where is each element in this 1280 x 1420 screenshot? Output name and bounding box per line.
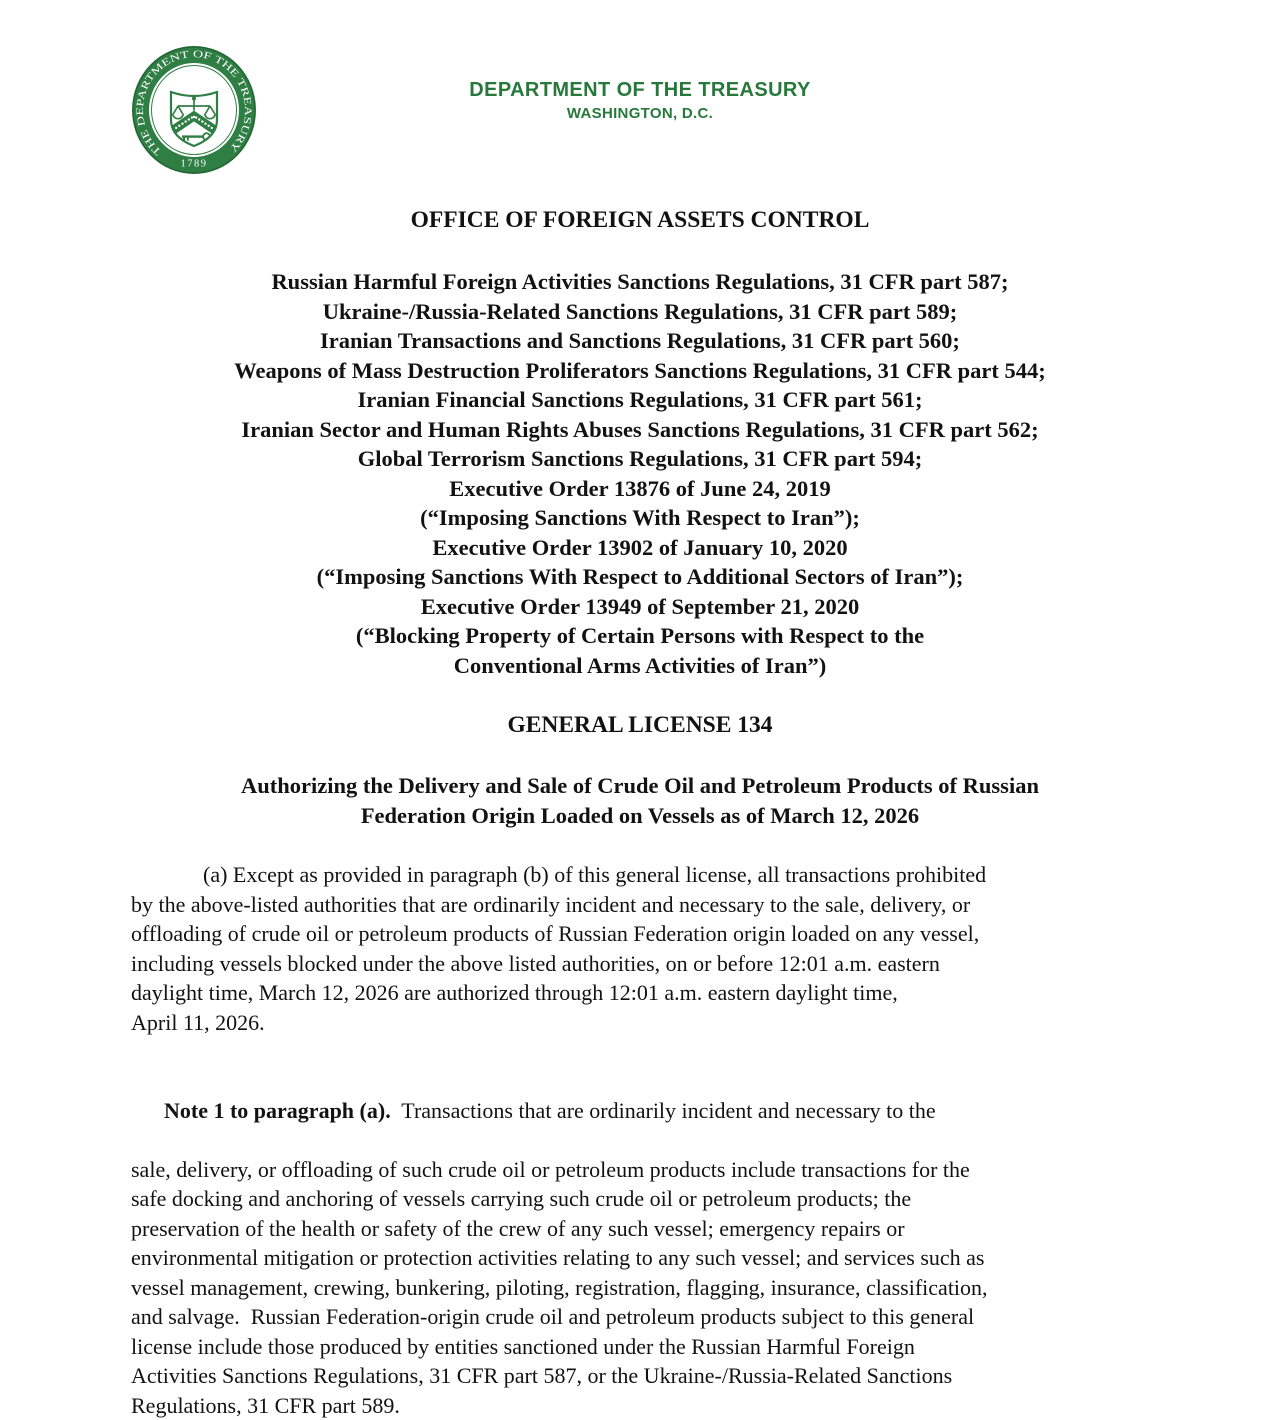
body-line: license include those produced by entities sanctioned under the Russian Harmful Foreign: [131, 1332, 1153, 1362]
agency-name: DEPARTMENT OF THE TREASURY: [0, 78, 1280, 102]
note-1-paragraph: [131, 1066, 1153, 1420]
note-lead: Note 1 to paragraph (a).: [164, 1098, 391, 1123]
note-lead-rest: Transactions that are ordinarily incident and necessary to the: [391, 1098, 936, 1123]
authority-line: Executive Order 13902 of January 10, 2020: [0, 533, 1280, 563]
body-line: Regulations, 31 CFR part 589.: [131, 1391, 1153, 1420]
authority-line: (“Imposing Sanctions With Respect to Iran”);: [0, 503, 1280, 533]
authority-line: Ukraine-/Russia-Related Sanctions Regulations, 31 CFR part 589;: [0, 297, 1280, 327]
body-line: sale, delivery, or offloading of such crude oil or petroleum products include transactions for the: [131, 1155, 1153, 1185]
body-line: April 11, 2026.: [131, 1008, 1153, 1038]
authority-line: Iranian Sector and Human Rights Abuses Sanctions Regulations, 31 CFR part 562;: [0, 415, 1280, 445]
letterhead: [0, 78, 1280, 123]
authority-line: Weapons of Mass Destruction Proliferators Sanctions Regulations, 31 CFR part 544;: [0, 356, 1280, 386]
body-line: [131, 1066, 1153, 1155]
body-line: preservation of the health or safety of the crew of any such vessel; emergency repairs or: [131, 1214, 1153, 1244]
body-line: daylight time, March 12, 2026 are authorized through 12:01 a.m. eastern daylight time,: [131, 978, 1153, 1008]
body-line: vessel management, crewing, bunkering, piloting, registration, flagging, insurance, classification,: [131, 1273, 1153, 1303]
authority-line: Executive Order 13949 of September 21, 2020: [0, 592, 1280, 622]
authority-line: Iranian Transactions and Sanctions Regulations, 31 CFR part 560;: [0, 326, 1280, 356]
seal-ring-text: THE DEPARTMENT OF THE TREASURY: [135, 49, 253, 157]
authority-line: Iranian Financial Sanctions Regulations, 31 CFR part 561;: [0, 385, 1280, 415]
body-line: and salvage. Russian Federation-origin crude oil and petroleum products subject to this general: [131, 1302, 1153, 1332]
subtitle-line: Federation Origin Loaded on Vessels as of March 12, 2026: [0, 801, 1280, 831]
agency-city: WASHINGTON, D.C.: [0, 105, 1280, 123]
authority-line: Russian Harmful Foreign Activities Sanctions Regulations, 31 CFR part 587;: [0, 267, 1280, 297]
office-title: OFFICE OF FOREIGN ASSETS CONTROL: [0, 206, 1280, 236]
authority-line: (“Imposing Sanctions With Respect to Additional Sectors of Iran”);: [0, 562, 1280, 592]
authority-line: Executive Order 13876 of June 24, 2019: [0, 474, 1280, 504]
authority-line: (“Blocking Property of Certain Persons with Respect to the: [0, 621, 1280, 651]
body-line: safe docking and anchoring of vessels carrying such crude oil or petroleum products; the: [131, 1184, 1153, 1214]
subtitle-line: Authorizing the Delivery and Sale of Crude Oil and Petroleum Products of Russian: [0, 771, 1280, 801]
authorities-list: [0, 267, 1280, 680]
authority-line: Global Terrorism Sanctions Regulations, 31 CFR part 594;: [0, 444, 1280, 474]
body-line: environmental mitigation or protection activities relating to any such vessel; and services such as: [131, 1243, 1153, 1273]
body-line: (a) Except as provided in paragraph (b) of this general license, all transactions prohibited: [131, 860, 1153, 890]
license-title: GENERAL LICENSE 134: [0, 711, 1280, 741]
body-line: Activities Sanctions Regulations, 31 CFR part 587, or the Ukraine-/Russia-Related Sanctions: [131, 1361, 1153, 1391]
seal-year: 1789: [181, 159, 208, 170]
body-line: offloading of crude oil or petroleum products of Russian Federation origin loaded on any vessel,: [131, 919, 1153, 949]
body-line: including vessels blocked under the above listed authorities, on or before 12:01 a.m. eastern: [131, 949, 1153, 979]
body-line: by the above-listed authorities that are ordinarily incident and necessary to the sale, delivery, or: [131, 890, 1153, 920]
paragraph-a: [131, 860, 1153, 1037]
license-subtitle: [0, 771, 1280, 830]
authority-line: Conventional Arms Activities of Iran”): [0, 651, 1280, 681]
